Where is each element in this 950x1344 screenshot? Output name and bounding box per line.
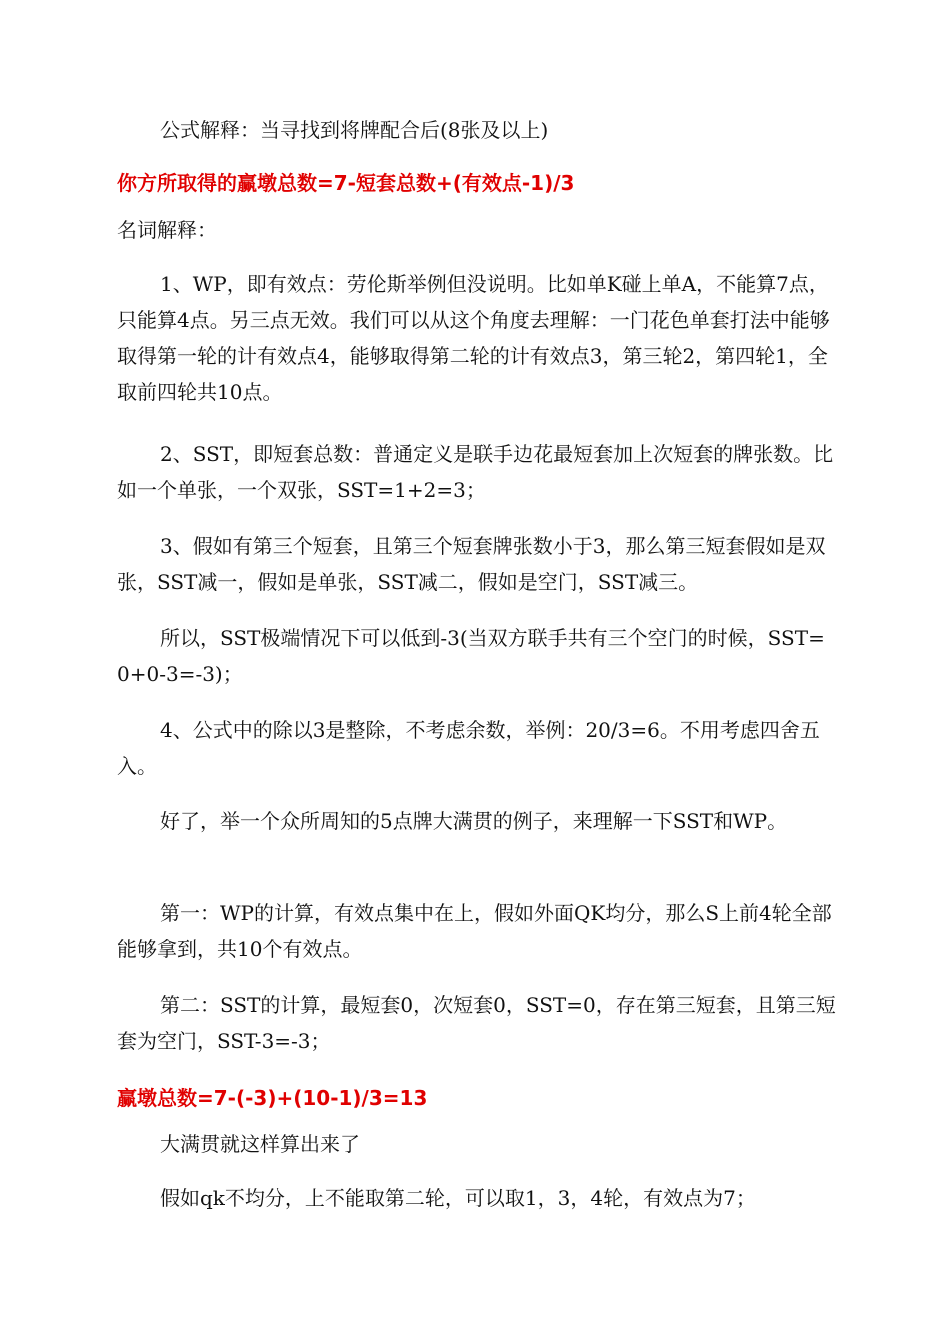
example-step-sst: 第二：SST的计算，最短套0，次短套0，SST=0，存在第三短套，且第三短套为空门，SST-3=-3； [117,993,836,1053]
example-intro: 好了，举一个众所周知的5点牌大满贯的例子，来理解一下SST和WP。 [160,809,788,833]
result-formula: 赢墩总数=7-(-3)+(10-1)/3=13 [117,1086,428,1110]
terms-heading: 名词解释： [117,218,217,242]
term-sst: 2、SST，即短套总数：普通定义是联手边花最短套加上次短套的牌张数。比如一个单张，一个双张，SST=1+2=3； [117,442,834,502]
grand-slam-conclusion: 大满贯就这样算出来了 [160,1132,360,1156]
example-step-wp: 第一：WP的计算，有效点集中在上，假如外面QK均分，那么S上前4轮全部能够拿到，共10个有效点。 [117,901,832,961]
term-integer-division: 4、公式中的除以3是整除，不考虑余数，举例：20/3=6。不用考虑四舍五入。 [117,718,820,778]
formula-heading: 你方所取得的赢墩总数=7-短套总数+(有效点-1)/3 [117,171,575,195]
sst-extreme-case: 所以，SST极端情况下可以低到-3(当双方联手共有三个空门的时候，SST=0+0-3=-3)； [117,626,825,686]
uneven-split-case: 假如qk不均分，上不能取第二轮，可以取1，3，4轮，有效点为7； [160,1186,756,1210]
term-wp: 1、WP，即有效点：劳伦斯举例但没说明。比如单K碰上单A，不能算7点，只能算4点。另三点无效。我们可以从这个角度去理解：一门花色单套打法中能够取得第一轮的计有效点4，能够取得第二轮的计有效点3，第三轮2，第四轮1，全取前四轮共10点。 [117,272,830,404]
formula-explanation-intro: 公式解释：当寻找到将牌配合后(8张及以上) [160,118,549,142]
term-third-short-suit: 3、假如有第三个短套，且第三个短套牌张数小于3，那么第三短套假如是双张，SST减一，假如是单张，SST减二，假如是空门，SST减三。 [117,534,826,594]
